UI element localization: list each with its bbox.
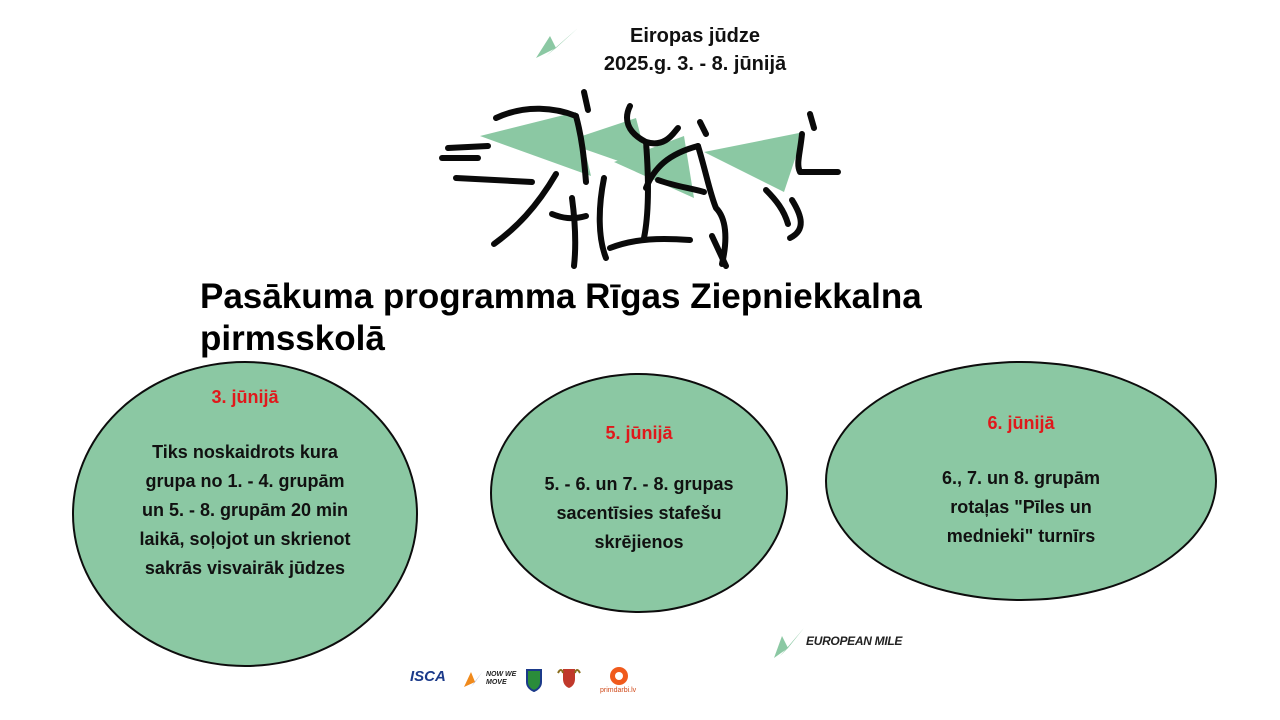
primdarbi-label: primdarbi.lv [600, 687, 637, 694]
isca-logo: ISCA [410, 668, 446, 685]
event-ellipse-june-3 [72, 361, 418, 667]
primdarbi-icon [608, 665, 630, 687]
header-line1: Eiropas jūdze [629, 25, 761, 47]
event-text: Tiks noskaidrots kura grupa no 1. - 4. grupām un 5. - 8. grupām 20 min laikā, soļojot un skrienot sakrās visvairāk jūdzes [139, 442, 351, 578]
european-mile-logo-icon [772, 626, 806, 660]
now-we-move-label: NOW WE MOVE [486, 671, 517, 686]
event-date: 3. jūnijā [211, 387, 279, 407]
runners-illustration [436, 88, 848, 273]
coat-of-arms-icon [554, 665, 584, 691]
crest-icon [525, 668, 543, 692]
page-title: Pasākuma programma Rīgas Ziepniekkalna pirmsskolā [200, 277, 922, 358]
event-ellipse-june-5 [490, 373, 788, 613]
event-header [560, 22, 830, 78]
event-date: 5. jūnijā [605, 423, 673, 443]
event-text: 6., 7. un 8. grupām rotaļas "Pīles un mednieki" turnīrs [941, 468, 1101, 546]
now-we-move-icon [463, 670, 485, 688]
event-date: 6. jūnijā [987, 413, 1055, 433]
event-ellipse-june-6 [825, 361, 1217, 601]
header-line2: 2025.g. 3. - 8. jūnijā [603, 53, 787, 75]
event-text: 5. - 6. un 7. - 8. grupas sacentīsies stafešu skrējienos [544, 474, 734, 552]
european-mile-label: EUROPEAN MILE [806, 634, 903, 648]
